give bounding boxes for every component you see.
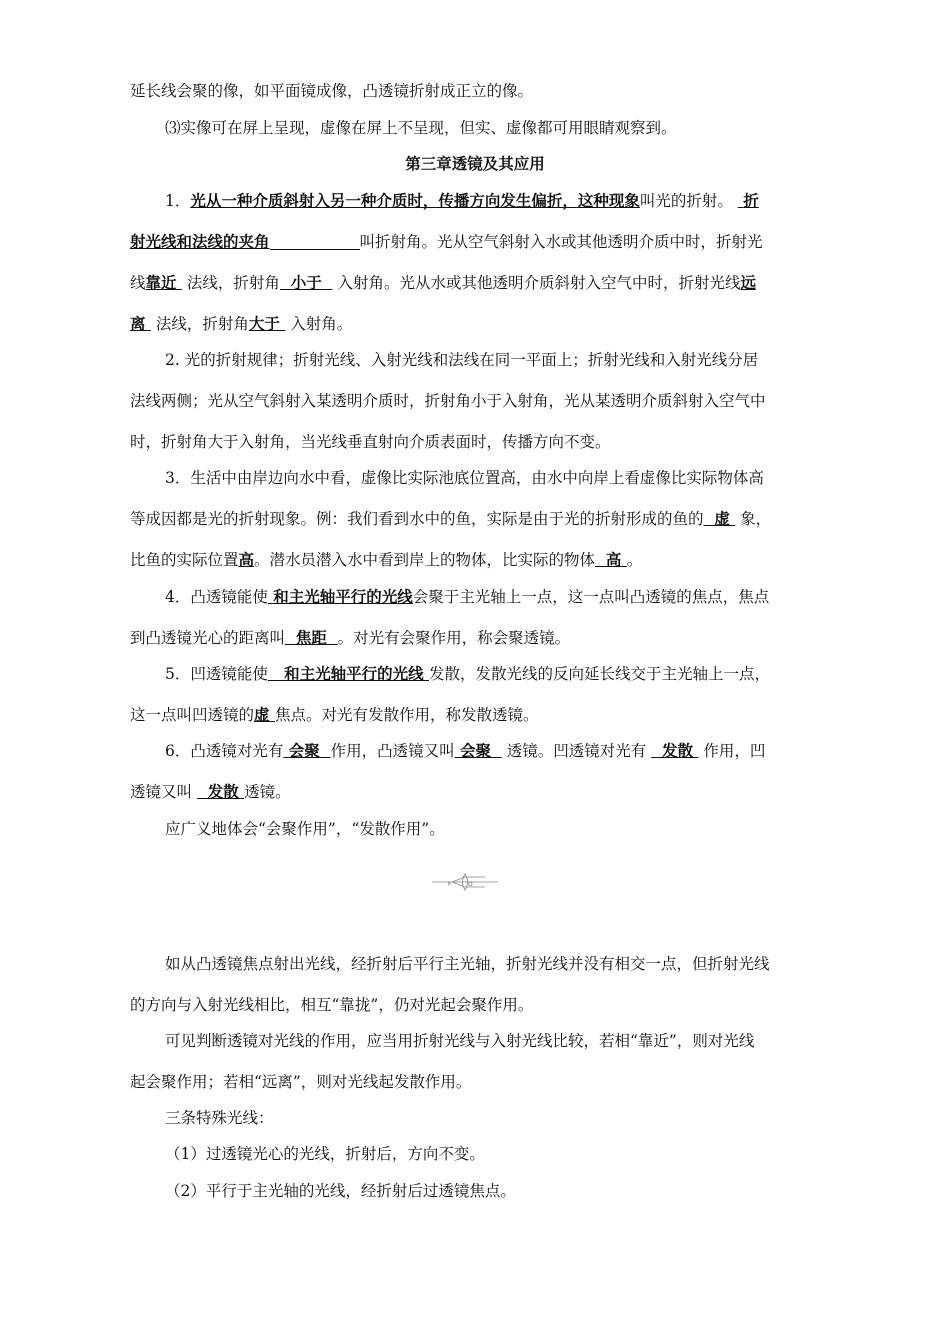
text: 入射角。 — [290, 315, 353, 333]
text: 透镜又叫 — [130, 783, 193, 801]
text: 作用，凹 — [703, 742, 766, 760]
paragraph-1-line-3 — [130, 272, 756, 294]
answer-blank: 远 — [740, 273, 756, 292]
text-line: 延长线会聚的像，如平面镜成像，凸透镜折射成正立的像。 — [130, 82, 534, 100]
text: 叫光的折射。 — [639, 192, 733, 210]
answer-blank: 和主光轴平行的光线 — [273, 587, 413, 606]
answer-blank: 靠近 — [145, 273, 177, 292]
answer-blank: 会聚 — [288, 741, 320, 760]
paragraph-5-line-2 — [130, 704, 538, 726]
answer-blank: 和主光轴平行的光线 — [284, 664, 424, 683]
paragraph-1-line-4 — [130, 313, 352, 335]
paragraph-9-line-2: 起会聚作用；若相“远离”，则对光线起发散作用。 — [130, 1073, 472, 1091]
list-item: （1）过透镜光心的光线，折射后，方向不变。 — [165, 1145, 485, 1163]
text: 比鱼的实际位置 — [130, 551, 239, 569]
answer-blank: 光从一种介质斜射入另一种介质时，传播方向发生偏折，这种现象 — [190, 191, 640, 210]
text: 透镜。凹透镜对光有 — [506, 742, 647, 760]
paragraph-5-line-1 — [165, 663, 770, 685]
answer-blank: 高 — [605, 550, 622, 569]
text: 1． — [165, 192, 191, 210]
answer-blank: 高 — [238, 550, 255, 569]
answer-blank: 焦距 — [295, 628, 327, 647]
text: 叫折射角。光从空气斜射入水或其他透明介质中时，折射光 — [359, 233, 763, 251]
text: 6．凸透镜对光有 — [165, 742, 284, 760]
section-heading: 三条特殊光线： — [165, 1109, 274, 1127]
text: 象， — [740, 510, 772, 528]
paragraph-8-line-2: 的方向与入射光线相比，相互“靠拢”，仍对光起会聚作用。 — [130, 996, 534, 1014]
text: 4．凸透镜能使 — [165, 588, 268, 606]
answer-blank: 射光线和法线的夹角 — [130, 232, 270, 251]
text: 会聚于主光轴上一点，这一点叫凸透镜的焦点，焦点 — [412, 588, 770, 606]
paragraph-3-line-1: 3．生活中由岸边向水中看，虚像比实际池底位置高，由水中向岸上看虚像比实际物体高 — [165, 469, 764, 487]
paragraph-3-line-3 — [130, 549, 642, 571]
text: 线 — [130, 274, 146, 292]
paragraph-6-line-1 — [165, 740, 765, 762]
answer-blank: 虚 — [254, 705, 270, 724]
paragraph-2-line-1: 2. 光的折射规律；折射光线、入射光线和法线在同一平面上；折射光线和入射光线分居 — [165, 351, 759, 369]
blank-line — [270, 233, 360, 250]
answer-blank: 小于 — [290, 273, 322, 292]
note-line: 应广义地体会“会聚作用”，“发散作用”。 — [165, 820, 445, 838]
text: 到凸透镜光心的距离叫 — [130, 629, 286, 647]
text: 。 — [626, 551, 643, 569]
text: 作用，凸透镜又叫 — [330, 742, 455, 760]
paragraph-8-line-1: 如从凸透镜焦点射出光线，经折射后平行主光轴，折射光线并没有相交一点，但折射光线 — [165, 955, 770, 973]
paragraph-4-line-2 — [130, 627, 570, 649]
text: 。对光有会聚作用，称会聚透镜。 — [337, 629, 571, 647]
answer-blank: 发散 — [662, 741, 694, 760]
answer-blank: 离 — [130, 314, 146, 333]
paragraph-2-line-3: 时，折射角大于入射角，当光线垂直射向介质表面时，传播方向不变。 — [130, 433, 611, 451]
chapter-title: 第三章透镜及其应用 — [405, 154, 545, 173]
paragraph-6-line-2 — [130, 781, 291, 803]
text: 。潜水员潜入水中看到岸上的物体，比实际的物体 — [254, 551, 596, 569]
focus-label: F — [448, 881, 452, 888]
paragraph-1-line-1 — [165, 190, 759, 212]
text: 焦点。对光有发散作用，称发散透镜。 — [274, 706, 539, 724]
paragraph-4-line-1 — [165, 586, 769, 608]
paragraph-1-line-2 — [130, 231, 763, 253]
text: 这一点叫凹透镜的 — [130, 706, 255, 724]
paragraph-2-line-2: 法线两侧；光从空气斜射入某透明介质时，折射角小于入射角，光从某透明介质斜射入空气中 — [130, 392, 766, 410]
answer-blank: 大于 — [248, 314, 280, 333]
list-item: （2）平行于主光轴的光线，经折射后过透镜焦点。 — [165, 1182, 516, 1200]
answer-blank: 发散 — [207, 782, 239, 801]
text: 发散，发散光线的反向延长线交于主光轴上一点， — [429, 665, 771, 683]
text: 透镜。 — [244, 783, 291, 801]
paragraph-9-line-1: 可见判断透镜对光线的作用，应当用折射光线与入射光线比较，若相“靠近”，则对光线 — [165, 1032, 755, 1050]
answer-blank: 会聚 — [460, 741, 492, 760]
text: 法线，折射角 — [155, 315, 249, 333]
text: 等成因都是光的折射现象。例：我们看到水中的鱼，实际是由于光的折射形成的鱼的 — [130, 510, 704, 528]
answer-blank: 虚 — [714, 509, 730, 528]
lens-figure — [430, 872, 500, 892]
paragraph-3-line-2 — [130, 508, 771, 530]
text: 法线，折射角 — [186, 274, 280, 292]
answer-blank: 折 — [743, 191, 759, 210]
text: 入射角。光从水或其他透明介质斜射入空气中时，折射光线 — [337, 274, 741, 292]
text-line: ⑶实像可在屏上呈现，虚像在屏上不呈现，但实、虚像都可用眼睛观察到。 — [165, 119, 677, 137]
text: 5．凹透镜能使 — [165, 665, 268, 683]
optical-center-label: O — [468, 881, 473, 888]
